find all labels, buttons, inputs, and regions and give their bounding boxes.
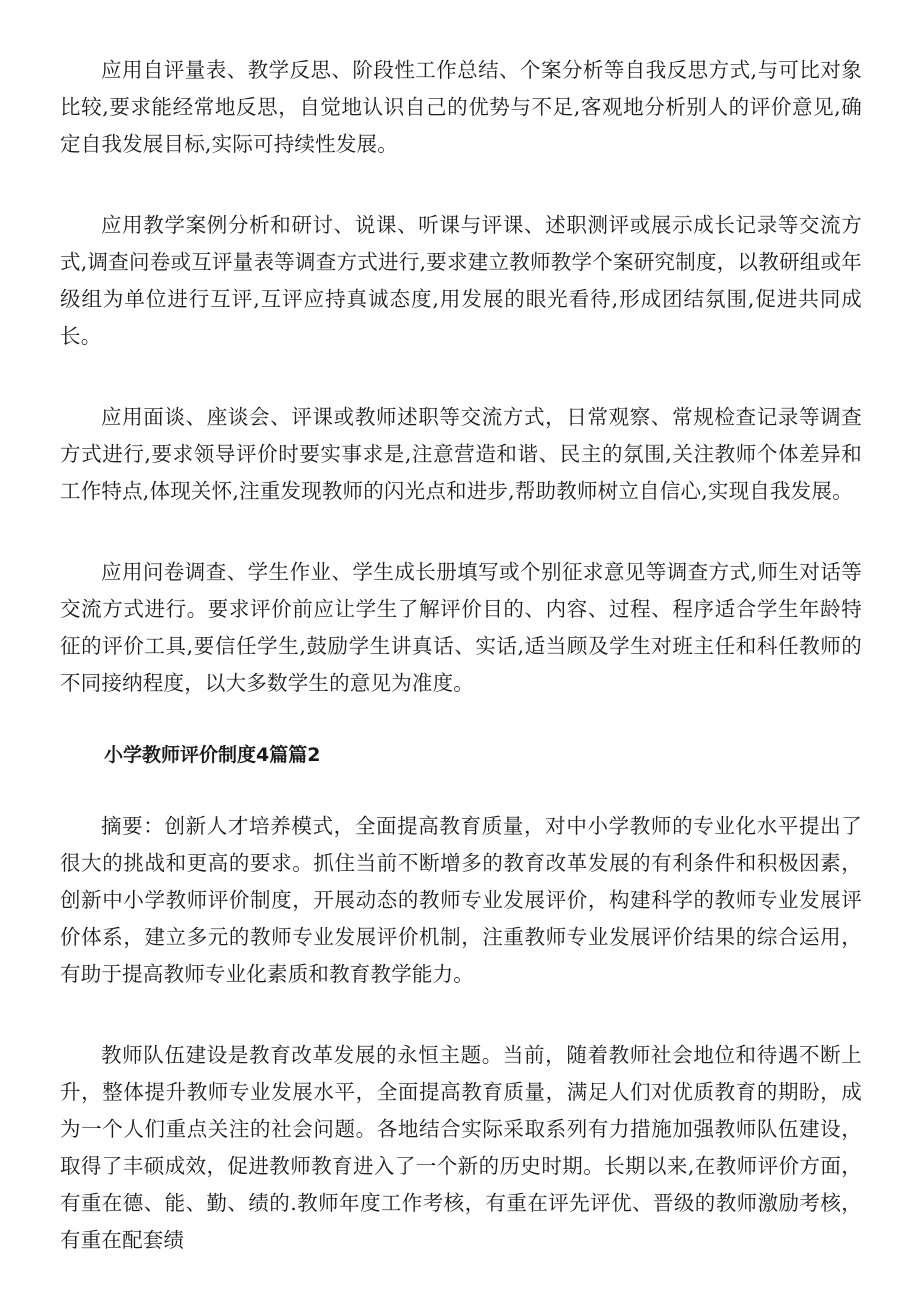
- paragraph-peer-evaluation: 应用教学案例分析和研讨、说课、听课与评课、述职测评或展示成长记录等交流方式,调查问卷或互评量表等调查方式进行,要求建立教师教学个案研究制度，以教研组或年级组为单位进行互评,互评应持真诚态度,用发展的眼光看待,形成团结氛围,促进共同成长。: [60, 213, 862, 348]
- paragraph-abstract: 摘要：创新人才培养模式，全面提高教育质量，对中小学教师的专业化水平提出了很大的挑战和更高的要求。抓住当前不断增多的教育改革发展的有利条件和积极因素，创新中小学教师评价制度，开展动态的教师专业发展评价，构建科学的教师专业发展评价体系，建立多元的教师专业发展评价机制，注重教师专业发展评价结果的综合运用，有助于提高教师专业化素质和教育教学能力。: [60, 814, 862, 986]
- paragraph-leader-evaluation: 应用面谈、座谈会、评课或教师述职等交流方式，日常观察、常规检查记录等调查方式进行,要求领导评价时要实事求是,注意营造和谐、民主的氛围,关注教师个体差异和工作特点,体现关怀,注重发现教师的闪光点和进步,帮助教师树立自信心,实现自我发展。: [60, 405, 862, 503]
- paragraph-self-reflection: 应用自评量表、教学反思、阶段性工作总结、个案分析等自我反思方式,与可比对象比较,要求能经常地反思，自觉地认识自己的优势与不足,客观地分析别人的评价意见,确定自我发展目标,实际可持续性发展。: [60, 58, 862, 156]
- paragraph-teacher-team: 教师队伍建设是教育改革发展的永恒主题。当前，随着教师社会地位和待遇不断上升，整体提升教师专业发展水平，全面提高教育质量，满足人们对优质教育的期盼，成为一个人们重点关注的社会问题。各地结合实际采取系列有力措施加强教师队伍建设，取得了丰硕成效，促进教师教育进入了一个新的历史时期。长期以来,在教师评价方面，有重在德、能、勤、绩的.教师年度工作考核，有重在评先评优、晋级的教师激励考核，有重在配套绩: [60, 1043, 862, 1252]
- section-heading: 小学教师评价制度4篇篇2: [104, 744, 321, 766]
- paragraph-student-evaluation: 应用问卷调查、学生作业、学生成长册填写或个别征求意见等调查方式,师生对话等交流方式进行。要求评价前应让学生了解评价目的、内容、过程、程序适合学生年龄特征的评价工具,要信任学生,鼓励学生讲真话、实话,适当顾及学生对班主任和科任教师的不同接纳程度，以大多数学生的意见为准度。: [60, 560, 862, 695]
- document-page: [60, 52, 862, 1259]
